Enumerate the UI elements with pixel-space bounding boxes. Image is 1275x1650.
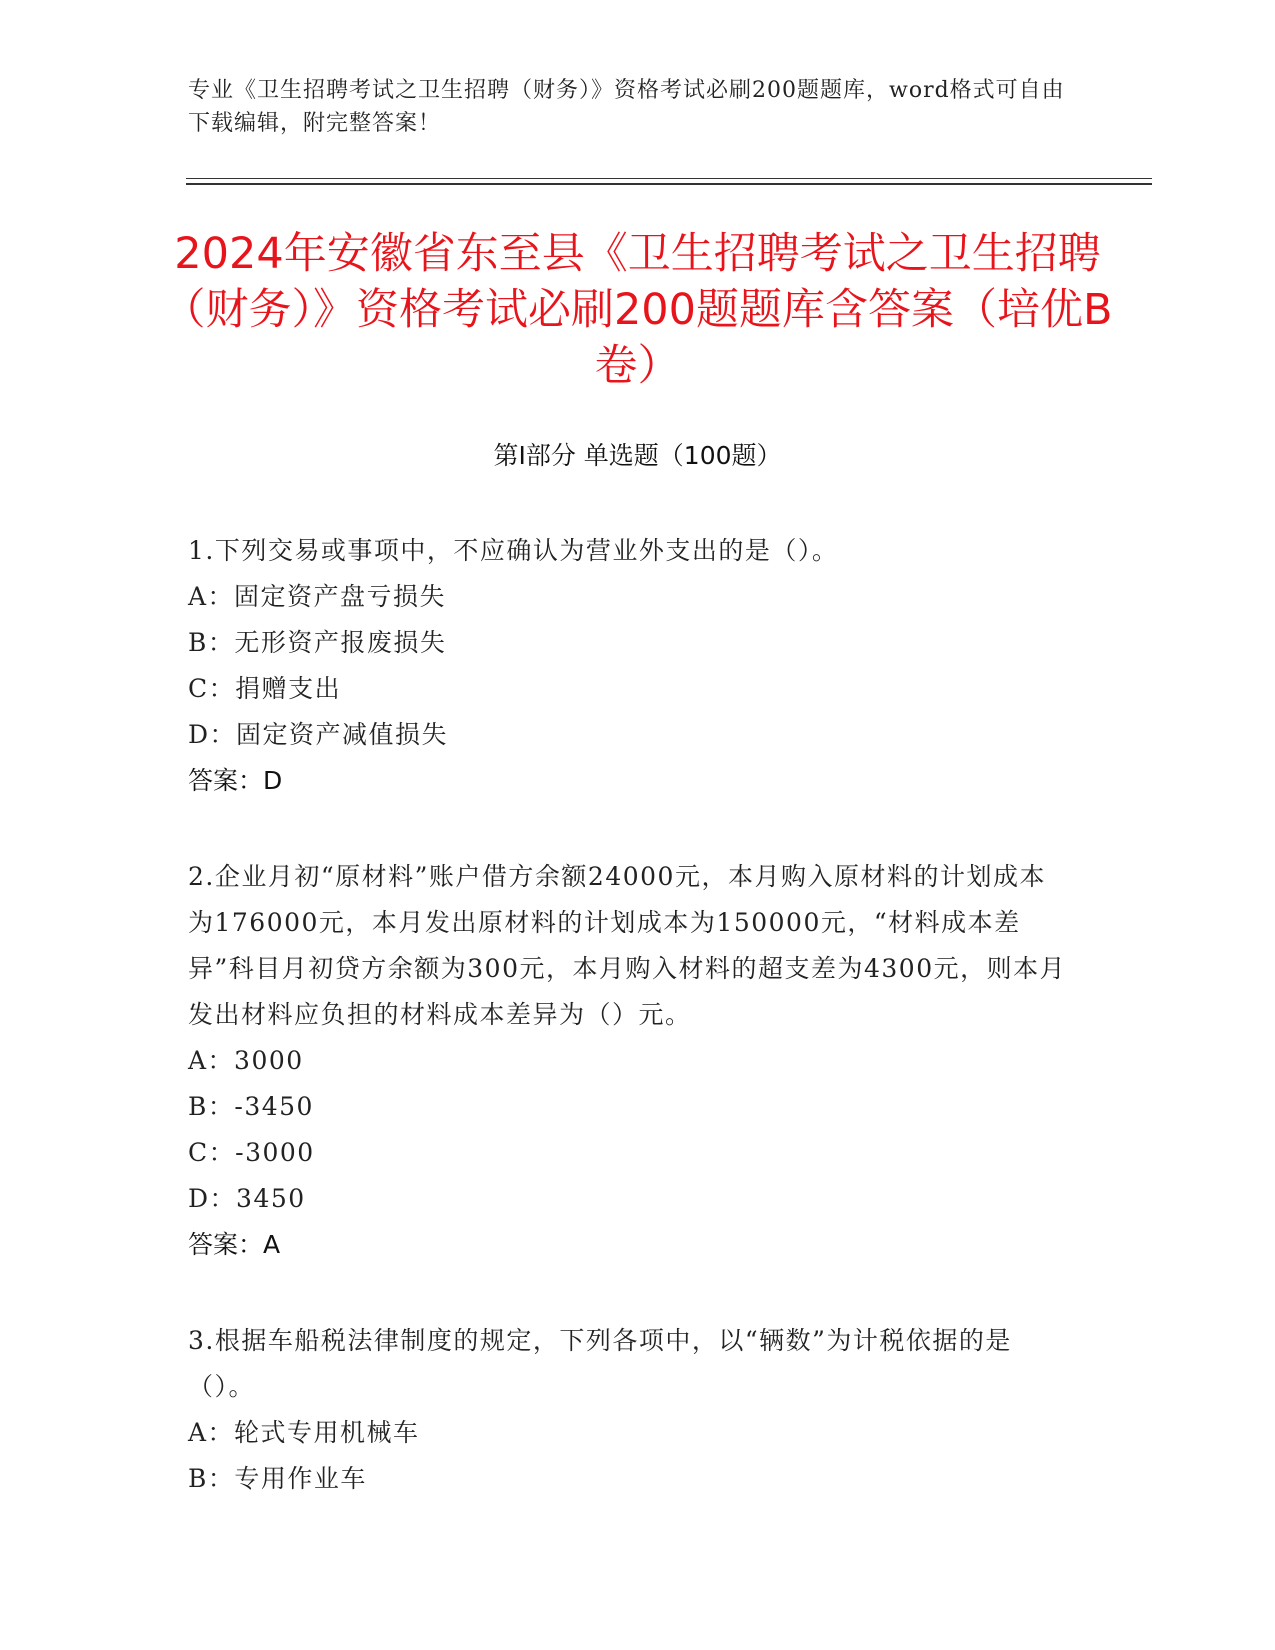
answer: 答案：D [188, 766, 283, 795]
question-stem: 2.企业月初“原材料”账户借方余额24000元，本月购入原材料的计划成本为176000元，本月发出原材料的计划成本为150000元，“材料成本差异”科目月初贷方余额为300元，本月购入材料的超支差为4300元，则本月发出材料应负担的材料成本差异为（）元。 [188, 862, 1067, 1029]
document-title: 2024年安徽省东至县《卫生招聘考试之卫生招聘（财务）》资格考试必刷200题题库含答案（培优B卷） [162, 229, 1113, 391]
option-a: A：轮式专用机械车 [188, 1418, 420, 1447]
option-b: B：-3450 [188, 1092, 314, 1121]
option-b: B：专用作业车 [188, 1464, 367, 1493]
question-3 [188, 1318, 1068, 1502]
question-list [188, 528, 1068, 1552]
section-title: 第Ⅰ部分 单选题（100题） [493, 441, 782, 470]
option-d: D：3450 [188, 1184, 306, 1213]
option-a: A：固定资产盘亏损失 [188, 582, 447, 611]
question-stem: 1.下列交易或事项中，不应确认为营业外支出的是（）。 [188, 536, 839, 565]
answer: 答案：A [188, 1230, 281, 1259]
header-note: 专业《卫生招聘考试之卫生招聘（财务）》资格考试必刷200题题库，word格式可自由下载编辑，附完整答案！ [188, 78, 1065, 136]
question-2 [188, 854, 1068, 1268]
header-rule-thin [186, 178, 1152, 179]
question-stem: 3.根据车船税法律制度的规定，下列各项中，以“辆数”为计税依据的是（）。 [188, 1326, 1012, 1401]
option-a: A：3000 [188, 1046, 304, 1075]
option-b: B：无形资产报废损失 [188, 628, 447, 657]
question-1 [188, 528, 1068, 804]
option-c: C：捐赠支出 [188, 674, 342, 703]
option-d: D：固定资产减值损失 [188, 720, 449, 749]
option-c: C：-3000 [188, 1138, 315, 1167]
header-rule-thick [186, 183, 1152, 185]
